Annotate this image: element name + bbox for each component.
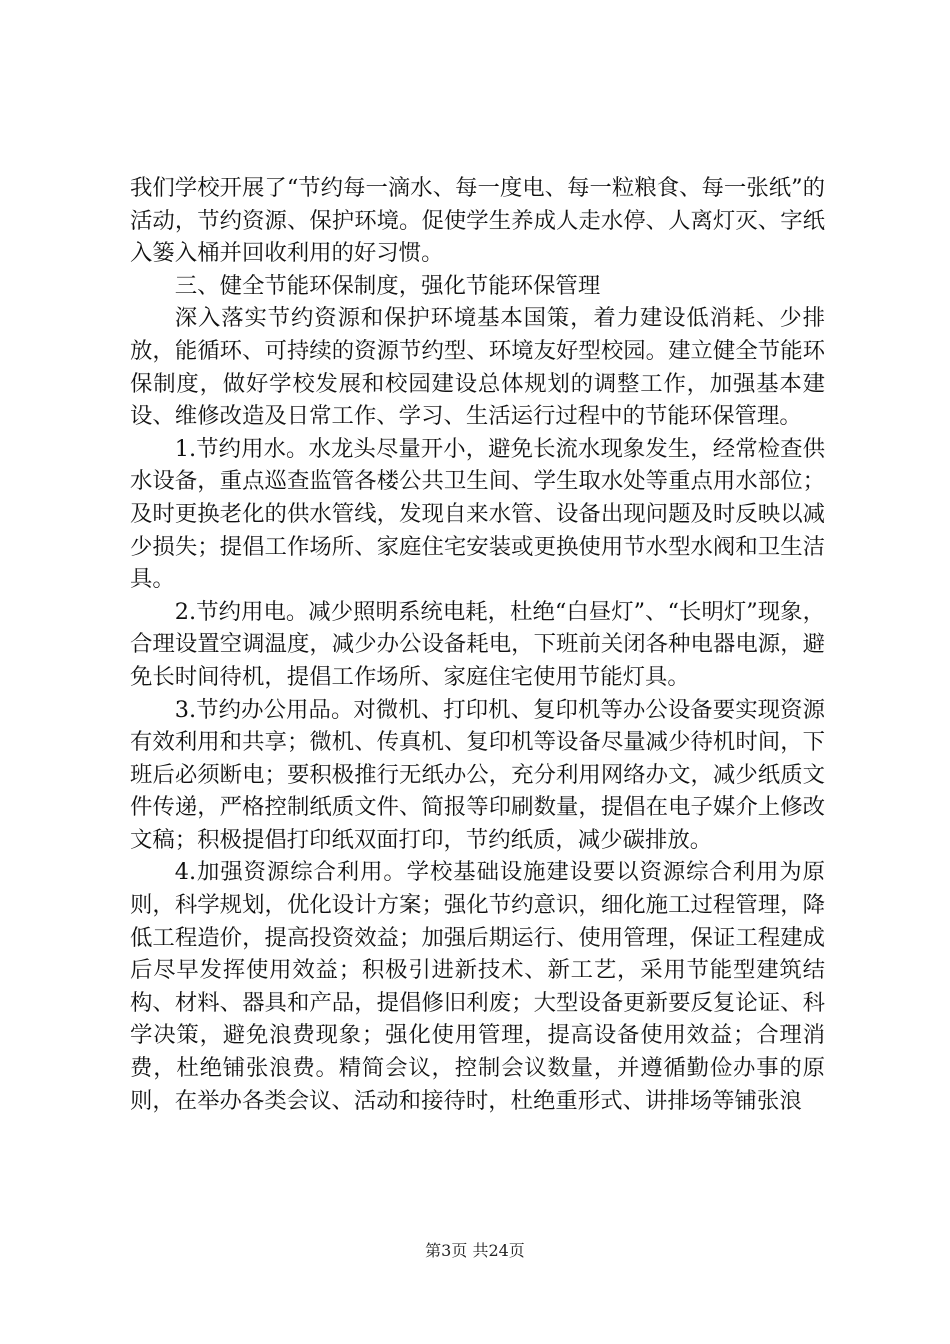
page-number-footer: 第3页 共24页 — [425, 1241, 525, 1260]
paragraph-item-4: 4.加强资源综合利用。学校基础设施建设要以资源综合利用为原则，科学规划，优化设计方案；强化节约意识，细化施工过程管理，降低工程造价，提高投资效益；加强后期运行、使用管理，保证工程建成后尽早发挥使用效益；积极引进新技术、新工艺，采用节能型建筑结构、材料、器具和产品，提倡修旧利废；大型设备更新要反复论证、科学决策，避免浪费现象；强化使用管理，提高设备使用效益；合理消费，杜绝铺张浪费。精简会议，控制会议数量，并遵循勤俭办事的原则，在举办各类会议、活动和接待时，杜绝重形式、讲排场等铺张浪 — [130, 859, 825, 1114]
document-body — [130, 172, 825, 1117]
paragraph-item-2: 2.节约用电。减少照明系统电耗，杜绝“白昼灯”、“长明灯”现象，合理设置空调温度，减少办公设备耗电，下班前关闭各种电器电源，避免长时间待机，提倡工作场所、家庭住宅使用节能灯具。 — [130, 598, 825, 690]
paragraph-item-1: 1.节约用水。水龙头尽量开小，避免长流水现象发生，经常检查供水设备，重点巡查监管各楼公共卫生间、学生取水处等重点用水部位；及时更换老化的供水管线，发现自来水管、设备出现问题及时反映以减少损失；提倡工作场所、家庭住宅安装或更换使用节水型水阀和卫生洁具。 — [130, 435, 825, 593]
section-heading: 三、健全节能环保制度，强化节能环保管理 — [174, 272, 601, 299]
paragraph-item-3: 3.节约办公用品。对微机、打印机、复印机等办公设备要实现资源有效利用和共享；微机、传真机、复印机等设备尽量减少待机时间，下班后必须断电；要积极推行无纸办公，充分利用网络办文，减少纸质文件传递，严格控制纸质文件、简报等印刷数量，提倡在电子媒介上修改文稿；积极提倡打印纸双面打印，节约纸质，减少碳排放。 — [130, 696, 825, 853]
paragraph: 深入落实节约资源和保护环境基本国策，着力建设低消耗、少排放，能循环、可持续的资源节约型、环境友好型校园。建立健全节能环保制度，做好学校发展和校园建设总体规划的调整工作，加强基本建设、维修改造及日常工作、学习、生活运行过程中的节能环保管理。 — [130, 305, 825, 430]
paragraph-continued: 我们学校开展了“节约每一滴水、每一度电、每一粒粮食、每一张纸”的活动，节约资源、保护环境。促使学生养成人走水停、人离灯灭、字纸入篓入桶并回收利用的好习惯。 — [130, 175, 825, 267]
